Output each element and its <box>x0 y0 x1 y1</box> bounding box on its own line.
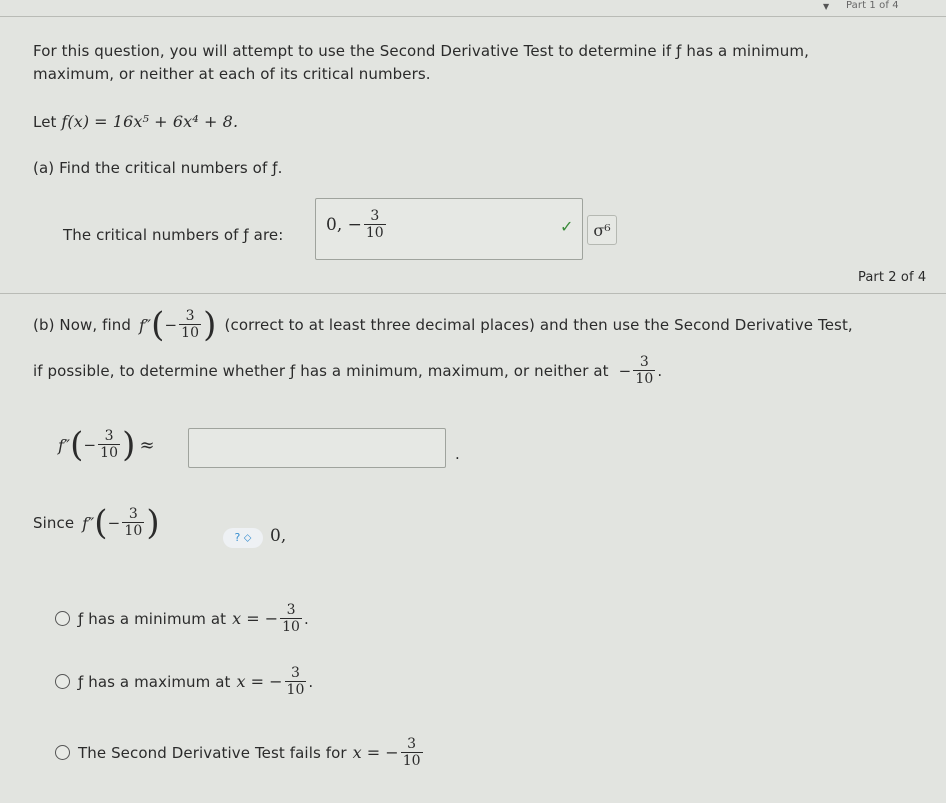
function-definition <box>33 112 238 131</box>
radio-maximum[interactable] <box>55 674 70 689</box>
part-b-fraction: $\frac{3}{10}$ <box>181 308 200 341</box>
intro-line-1: For this question, you will attempt to use the Second Derivative Test to determine if ƒ has a minimum, <box>33 42 809 60</box>
top-divider <box>0 16 946 17</box>
critical-numbers-label: The critical numbers of ƒ are: <box>63 226 284 244</box>
critical-numbers-answer-box[interactable] <box>315 198 583 260</box>
part-b-prompt-line-2: if possible, to determine whether ƒ has a minimum, maximum, or neither at − $\frac{3}{10}$ . <box>33 354 663 387</box>
approx-fraction: $\frac{3}{10}$ <box>100 428 119 461</box>
part-2-indicator: Part 2 of 4 <box>858 270 927 285</box>
critical-numbers-value: 0, − $\frac{3}{10}$ <box>326 208 384 241</box>
option-minimum-fraction: $\frac{3}{10}$ <box>282 602 300 635</box>
option-maximum[interactable]: ƒ has a maximum at x = − $\frac{3}{10}$ . <box>55 666 313 697</box>
comparison-rhs: 0, <box>270 526 287 546</box>
since-row: Since f″ ( − $\frac{3}{10}$ ) <box>33 503 160 543</box>
part-indicator: Part 1 of 4 <box>846 0 899 11</box>
let-label: Let <box>33 113 57 131</box>
since-fraction: $\frac{3}{10}$ <box>124 506 143 539</box>
part-b-line2-fraction: $\frac{3}{10}$ <box>635 354 654 387</box>
option-maximum-fraction: $\frac{3}{10}$ <box>286 665 305 698</box>
option-test-fails[interactable]: The Second Derivative Test fails for x = − $\frac{3}{10}$ <box>55 737 425 768</box>
function-rhs: = 16x⁵ + 6x⁴ + 8. <box>94 112 239 131</box>
part-a-prompt: (a) Find the critical numbers of ƒ. <box>33 159 283 177</box>
second-derivative-approx-row: f″ ( − $\frac{3}{10}$ ) ≈ <box>58 425 155 465</box>
answer-fraction: $\frac{3}{10}$ <box>365 208 384 241</box>
option-test-fails-fraction: $\frac{3}{10}$ <box>402 736 421 769</box>
radio-test-fails[interactable] <box>55 745 70 760</box>
comparison-dropdown[interactable]: ? ⬦ <box>223 528 263 548</box>
collapse-arrow-icon[interactable]: ▼ <box>823 2 830 11</box>
sigma-keypad-button[interactable]: σ⁶ <box>587 215 617 245</box>
function-lhs: f(x) <box>61 112 90 131</box>
second-derivative-input[interactable] <box>188 428 446 468</box>
option-minimum[interactable]: ƒ has a minimum at x = − $\frac{3}{10}$ . <box>55 603 309 634</box>
approx-period: . <box>455 445 460 463</box>
checkmark-icon: ✓ <box>560 217 574 236</box>
part-2-divider <box>0 293 946 294</box>
part-b-prompt-line-1: (b) Now, find f″ ( − $\frac{3}{10}$ ) (correct to at least three decimal places) and then use the Second Derivative Test, <box>33 305 853 345</box>
intro-line-2: maximum, or neither at each of its critical numbers. <box>33 65 431 83</box>
radio-minimum[interactable] <box>55 611 70 626</box>
